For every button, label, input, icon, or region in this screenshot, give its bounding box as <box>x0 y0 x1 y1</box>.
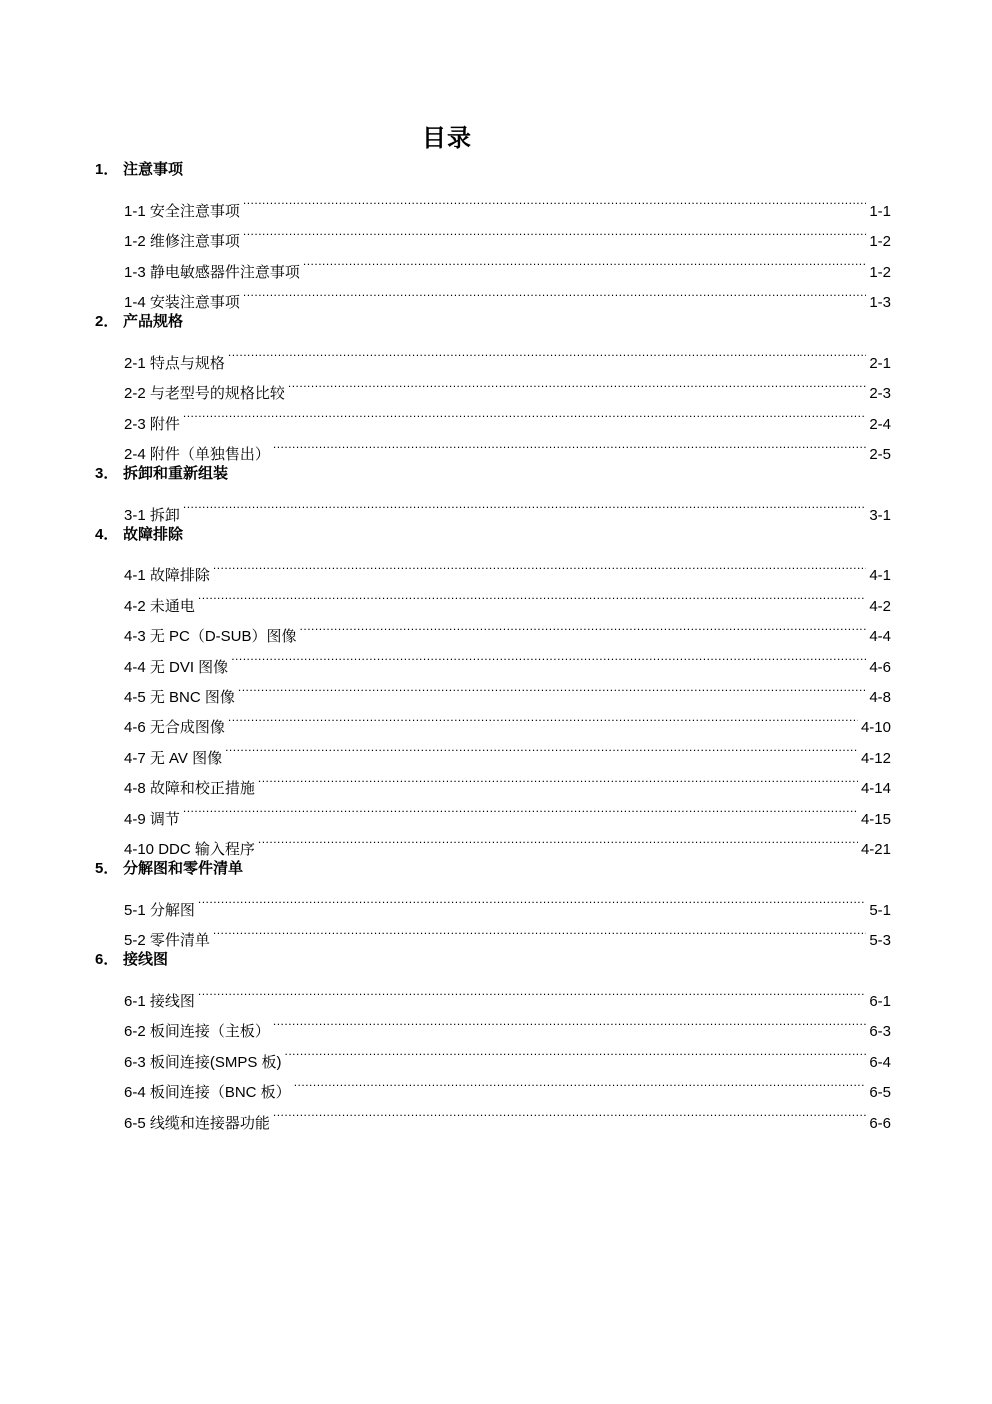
section-number: 1． <box>95 161 119 178</box>
dot-leader <box>273 1006 866 1036</box>
toc-entry-page: 6-5 <box>869 1084 891 1102</box>
toc-entry-label: 4-8 故障和校正措施 <box>124 780 255 798</box>
section-title: 产品规格 <box>123 312 184 330</box>
section-number: 3． <box>95 464 119 482</box>
toc-section-3 <box>95 459 891 489</box>
dot-leader <box>198 976 866 1006</box>
section-number: 4． <box>95 525 119 543</box>
toc-entry-label: 2-3 附件 <box>124 415 180 433</box>
toc-entry-page: 4-15 <box>860 810 891 828</box>
section-number: 6． <box>95 951 119 969</box>
toc-entry-page: 2-3 <box>869 385 891 403</box>
toc-entry-page: 2-5 <box>869 445 891 463</box>
toc-entry-page: 6-3 <box>869 1023 891 1041</box>
toc-entry-page: 1-1 <box>869 202 891 220</box>
dot-leader <box>294 1067 867 1097</box>
toc-entry[interactable] <box>124 793 891 828</box>
toc-entry-label: 4-2 未通电 <box>124 597 195 615</box>
toc-entry[interactable] <box>124 398 891 433</box>
dot-leader <box>228 702 858 732</box>
toc-entry-page: 1-2 <box>869 263 891 281</box>
toc-entry-label: 4-9 调节 <box>124 810 180 828</box>
dot-leader <box>198 580 866 610</box>
toc-entry-label: 2-4 附件（单独售出） <box>124 445 270 463</box>
toc-entry-label: 3-1 拆卸 <box>124 506 180 524</box>
dot-leader <box>231 641 866 671</box>
toc-entry-label: 4-3 无 PC（D-SUB）图像 <box>124 628 297 646</box>
toc-entry-label: 6-4 板间连接（BNC 板） <box>124 1084 291 1102</box>
toc-section-6 <box>95 945 891 975</box>
toc-entry[interactable] <box>124 429 891 463</box>
toc-entry[interactable] <box>124 368 891 403</box>
dot-leader <box>213 550 866 580</box>
dot-leader <box>228 337 866 367</box>
toc-entry-label: 6-1 接线图 <box>124 992 195 1010</box>
dot-leader <box>243 277 866 307</box>
toc-entry-page: 3-1 <box>869 506 891 524</box>
section-title: 注意事项 <box>123 161 184 178</box>
toc-entry-page: 1-3 <box>869 293 891 311</box>
toc-entry-page: 4-8 <box>869 689 891 707</box>
dot-leader <box>198 884 866 914</box>
toc-entry-page: 2-1 <box>869 354 891 372</box>
toc-entry-page: 4-21 <box>860 840 891 858</box>
toc-entry-label: 2-2 与老型号的规格比较 <box>124 385 285 403</box>
section-title: 分解图和零件清单 <box>123 859 244 877</box>
toc-entry[interactable] <box>124 550 891 585</box>
toc-entry-label: 5-1 分解图 <box>124 901 195 919</box>
toc-entry-label: 4-10 DDC 输入程序 <box>124 840 255 858</box>
toc-entry-label: 1-4 安装注意事项 <box>124 293 240 311</box>
toc-entry-label: 4-6 无合成图像 <box>124 719 225 737</box>
toc-entry-label: 1-3 静电敏感器件注意事项 <box>124 263 300 281</box>
dot-leader <box>258 824 858 854</box>
page-title: 目录 <box>422 125 472 152</box>
dot-leader <box>183 398 866 428</box>
dot-leader <box>238 672 866 702</box>
toc-entry-page: 6-4 <box>869 1053 891 1071</box>
toc-entry[interactable] <box>124 337 891 372</box>
toc-entry[interactable] <box>124 824 891 858</box>
toc-entry[interactable] <box>124 611 891 646</box>
toc-entry[interactable] <box>124 915 891 950</box>
dot-leader <box>243 185 866 215</box>
toc-entry[interactable] <box>124 1006 891 1041</box>
toc-entry[interactable] <box>124 185 891 220</box>
toc-entry[interactable] <box>124 884 891 919</box>
toc-entry-label: 1-1 安全注意事项 <box>124 202 240 220</box>
toc-entry-page: 4-1 <box>869 567 891 585</box>
toc-entry[interactable] <box>124 763 891 798</box>
section-title: 拆卸和重新组装 <box>123 464 229 482</box>
toc-entry-label: 5-2 零件清单 <box>124 932 210 950</box>
dot-leader <box>273 1097 866 1127</box>
toc-entry[interactable] <box>124 672 891 707</box>
dot-leader <box>285 1036 867 1066</box>
toc-entry-page: 2-4 <box>869 415 891 433</box>
toc-entry[interactable] <box>124 976 891 1010</box>
toc-entry-label: 4-1 故障排除 <box>124 567 210 585</box>
dot-leader <box>213 915 866 945</box>
toc-entry-page: 4-12 <box>860 749 891 767</box>
toc-entry[interactable] <box>124 702 891 737</box>
toc-entry-page: 5-1 <box>869 901 891 919</box>
toc-section-4 <box>95 520 891 550</box>
toc-entry-page: 4-2 <box>869 597 891 615</box>
toc-entry-page: 6-6 <box>869 1114 891 1132</box>
toc-entry-page: 5-3 <box>869 932 891 950</box>
dot-leader <box>225 732 858 762</box>
toc-section-5 <box>95 854 891 884</box>
toc-section-1 <box>95 155 891 185</box>
section-number: 2． <box>95 312 119 330</box>
dot-leader <box>183 489 866 519</box>
section-title: 接线图 <box>123 951 169 969</box>
toc-entry[interactable] <box>124 641 891 676</box>
toc-entry-label: 6-5 线缆和连接器功能 <box>124 1114 270 1132</box>
toc-entry-label: 6-2 板间连接（主板） <box>124 1023 270 1041</box>
toc-entry[interactable] <box>124 732 891 767</box>
section-title: 故障排除 <box>123 525 184 543</box>
toc-entry[interactable] <box>124 580 891 615</box>
toc-entry-page: 4-14 <box>860 780 891 798</box>
dot-leader <box>183 793 858 823</box>
dot-leader <box>300 611 867 641</box>
table-of-contents <box>95 155 891 1132</box>
toc-entry-label: 4-4 无 DVI 图像 <box>124 658 229 676</box>
toc-entry[interactable] <box>124 489 891 524</box>
dot-leader <box>273 429 866 459</box>
section-number: 5． <box>95 859 119 877</box>
dot-leader <box>303 246 866 276</box>
toc-entry-page: 4-6 <box>869 658 891 676</box>
toc-entry-label: 6-3 板间连接(SMPS 板) <box>124 1053 282 1071</box>
toc-entry-page: 1-2 <box>869 233 891 251</box>
toc-entry-label: 4-7 无 AV 图像 <box>124 749 223 767</box>
dot-leader <box>288 368 866 398</box>
toc-entry-page: 4-10 <box>860 719 891 737</box>
toc-entry-label: 2-1 特点与规格 <box>124 354 225 372</box>
toc-entry-label: 4-5 无 BNC 图像 <box>124 689 235 707</box>
toc-entry-page: 4-4 <box>869 628 891 646</box>
dot-leader <box>243 216 866 246</box>
dot-leader <box>258 763 858 793</box>
toc-entry-page: 6-1 <box>869 992 891 1010</box>
toc-entry-label: 1-2 维修注意事项 <box>124 233 240 251</box>
